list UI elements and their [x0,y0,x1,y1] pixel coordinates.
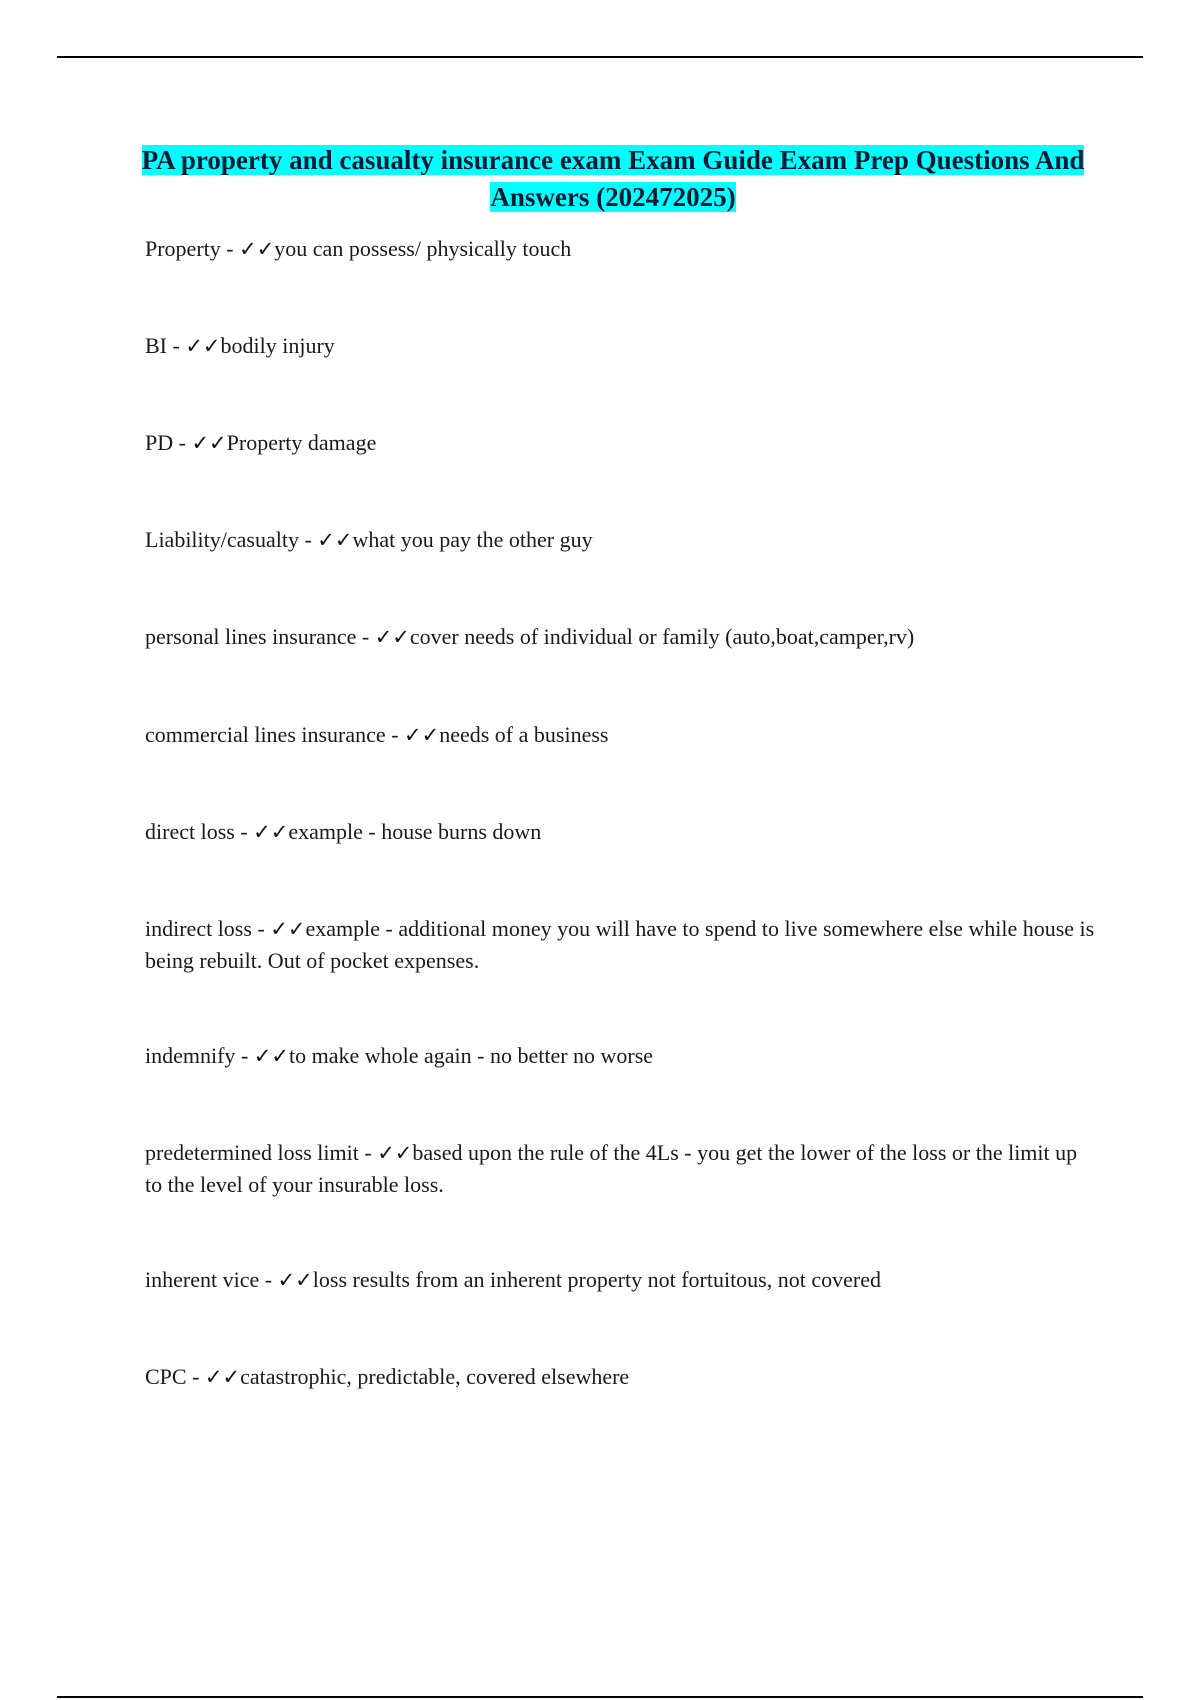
double-check-icon: ✓✓ [277,1268,313,1292]
qa-item [145,330,1095,362]
top-rule [57,56,1143,58]
separator: - [259,1267,278,1292]
qa-term: personal lines insurance [145,624,357,649]
qa-answer: to make whole again - no better no worse [288,1043,654,1068]
separator: - [298,527,318,552]
qa-term: indirect loss [145,916,252,941]
double-check-icon: ✓✓ [191,431,227,455]
qa-item [145,621,1095,653]
qa-item [145,1040,1095,1072]
qa-term: CPC [145,1364,187,1389]
qa-term: Property [145,236,221,261]
separator: - [358,1140,378,1165]
qa-term: predetermined loss limit [145,1140,359,1165]
qa-item [145,233,1095,265]
qa-term: direct loss [145,819,235,844]
qa-term: inherent vice [145,1267,260,1292]
qa-item [145,719,1095,751]
double-check-icon: ✓✓ [185,334,221,358]
double-check-icon: ✓✓ [253,1044,289,1068]
qa-answer: what you pay the other guy [352,527,593,552]
qa-item [145,913,1095,976]
separator: - [385,722,405,747]
double-check-icon: ✓✓ [374,625,410,649]
separator: - [186,1364,205,1389]
bottom-rule [57,1696,1143,1698]
qa-item [145,1264,1095,1296]
qa-item [145,427,1095,459]
separator: - [173,430,192,455]
separator: - [235,1043,254,1068]
separator: - [167,333,186,358]
qa-item [145,524,1095,556]
double-check-icon: ✓✓ [204,1365,241,1389]
qa-term: Liability/casualty [145,527,299,552]
qa-answer: bodily injury [220,333,335,358]
qa-answer: Property damage [226,430,377,455]
qa-term: PD [145,430,174,455]
qa-item [145,1361,1095,1393]
qa-term: commercial lines insurance [145,722,386,747]
double-check-icon: ✓✓ [377,1141,413,1165]
qa-answer: cover needs of individual or family (auto,boat,camper,rv) [409,624,915,649]
qa-answer: example - house burns down [288,819,542,844]
separator: - [251,916,271,941]
double-check-icon: ✓✓ [253,820,289,844]
separator: - [356,624,375,649]
separator: - [220,236,240,261]
separator: - [234,819,254,844]
double-check-icon: ✓✓ [270,917,306,941]
qa-answer: you can possess/ physically touch [274,236,572,261]
qa-answer: based upon the rule of the 4Ls - you get the lower of the loss or the limit up to the level of your insurable loss. [145,1140,1078,1197]
qa-answer: catastrophic, predictable, covered elsewhere [240,1364,630,1389]
qa-term: indemnify [145,1043,236,1068]
qa-item [145,1137,1095,1200]
qa-item [145,816,1095,848]
qa-answer: loss results from an inherent property not fortuitous, not covered [312,1267,881,1292]
qa-answer: needs of a business [439,722,609,747]
double-check-icon: ✓✓ [404,723,440,747]
document-title [140,142,1086,216]
qa-term: BI [145,333,167,358]
double-check-icon: ✓✓ [317,528,353,552]
title-highlight: PA property and casualty insurance exam Exam Guide Exam Prep Questions And Answers (202472025) [141,145,1085,212]
double-check-icon: ✓✓ [239,237,275,261]
qa-answer: example - additional money you will have to spend to live somewhere else while house is being rebuilt. Out of pocket expenses. [145,916,1095,973]
